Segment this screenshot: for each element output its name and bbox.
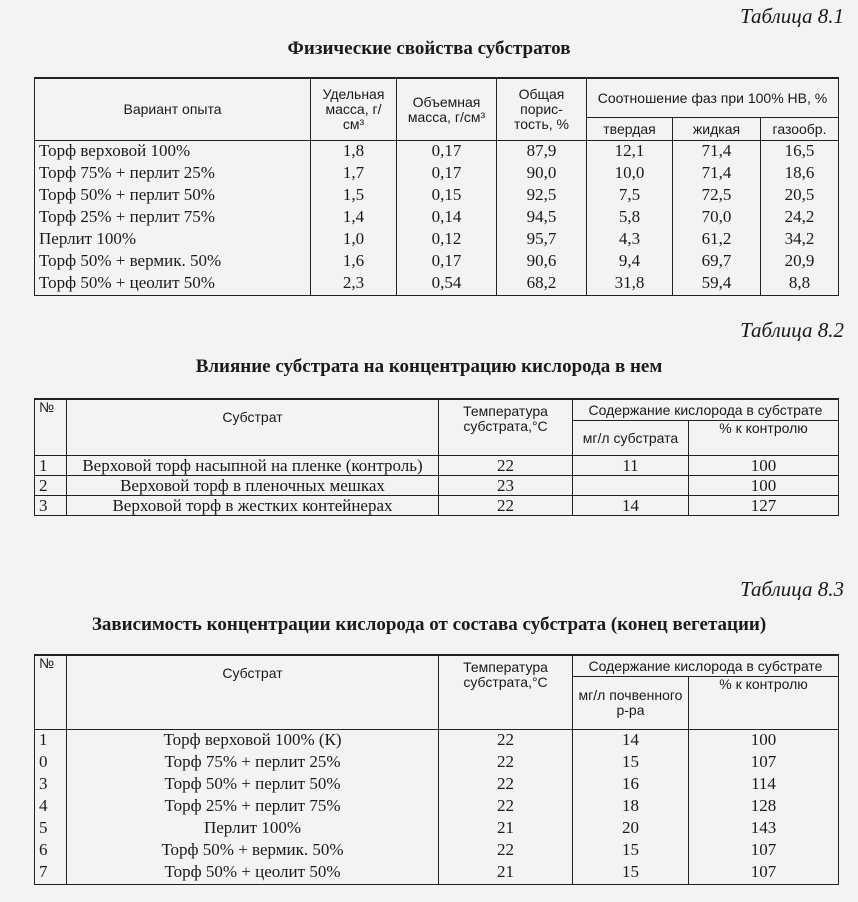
cell-porosity: 94,5 xyxy=(497,207,587,229)
cell-number: 7 xyxy=(35,862,67,885)
header-bulk-mass: Объемная масса, г/см³ xyxy=(397,78,497,141)
cell-number: 4 xyxy=(35,796,67,818)
cell-percent-control: 143 xyxy=(689,818,839,840)
cell-substrate: Торф 50% + перлит 50% xyxy=(67,774,439,796)
cell-liquid: 69,7 xyxy=(673,251,761,273)
cell-temperature: 22 xyxy=(439,730,573,753)
table-row xyxy=(35,456,839,476)
oxygen-concentration-table xyxy=(34,398,839,516)
cell-specific-mass: 1,5 xyxy=(311,185,397,207)
cell-temperature: 22 xyxy=(439,796,573,818)
cell-percent-control: 127 xyxy=(689,496,839,516)
cell-substrate: Верховой торф в пленочных мешках xyxy=(67,476,439,496)
cell-gas: 18,6 xyxy=(761,163,839,185)
cell-specific-mass: 2,3 xyxy=(311,273,397,296)
cell-mg-per-l: 20 xyxy=(573,818,689,840)
table-row xyxy=(35,273,839,296)
cell-gas: 20,5 xyxy=(761,185,839,207)
header-gas: газообр. xyxy=(761,118,839,141)
cell-number: 3 xyxy=(35,774,67,796)
cell-liquid: 70,0 xyxy=(673,207,761,229)
cell-percent-control: 114 xyxy=(689,774,839,796)
cell-porosity: 95,7 xyxy=(497,229,587,251)
header-variant: Вариант опыта xyxy=(35,78,311,141)
cell-bulk-mass: 0,12 xyxy=(397,229,497,251)
header-temperature: Температура субстрата,°С xyxy=(439,399,573,456)
cell-bulk-mass: 0,14 xyxy=(397,207,497,229)
table-row xyxy=(35,862,839,885)
cell-liquid: 71,4 xyxy=(673,163,761,185)
table-row xyxy=(35,752,839,774)
cell-specific-mass: 1,6 xyxy=(311,251,397,273)
cell-number: 0 xyxy=(35,752,67,774)
cell-temperature: 21 xyxy=(439,818,573,840)
cell-bulk-mass: 0,17 xyxy=(397,251,497,273)
cell-porosity: 90,0 xyxy=(497,163,587,185)
cell-mg-per-l: 16 xyxy=(573,774,689,796)
cell-temperature: 22 xyxy=(439,496,573,516)
cell-temperature: 22 xyxy=(439,840,573,862)
cell-temperature: 22 xyxy=(439,456,573,476)
cell-solid: 4,3 xyxy=(587,229,673,251)
cell-temperature: 21 xyxy=(439,862,573,885)
oxygen-by-composition-table xyxy=(34,654,839,885)
cell-number: 6 xyxy=(35,840,67,862)
table-row xyxy=(35,730,839,753)
cell-solid: 10,0 xyxy=(587,163,673,185)
cell-liquid: 61,2 xyxy=(673,229,761,251)
cell-substrate: Торф 75% + перлит 25% xyxy=(67,752,439,774)
cell-temperature: 22 xyxy=(439,774,573,796)
cell-solid: 7,5 xyxy=(587,185,673,207)
physical-properties-table xyxy=(34,77,839,296)
cell-porosity: 68,2 xyxy=(497,273,587,296)
cell-mg-per-l: 11 xyxy=(573,456,689,476)
cell-variant: Торф 50% + перлит 50% xyxy=(35,185,311,207)
table-8-1-title: Физические свойства субстратов xyxy=(287,38,571,59)
header-number: № xyxy=(35,399,67,456)
cell-variant: Перлит 100% xyxy=(35,229,311,251)
header-percent-control: % к контролю xyxy=(689,421,839,456)
cell-gas: 20,9 xyxy=(761,251,839,273)
cell-substrate: Перлит 100% xyxy=(67,818,439,840)
table-8-3-label: Таблица 8.3 xyxy=(740,577,844,601)
cell-mg-per-l: 18 xyxy=(573,796,689,818)
cell-bulk-mass: 0,17 xyxy=(397,163,497,185)
cell-porosity: 90,6 xyxy=(497,251,587,273)
cell-gas: 16,5 xyxy=(761,141,839,164)
cell-variant: Торф 25% + перлит 75% xyxy=(35,207,311,229)
cell-mg-per-l: 14 xyxy=(573,496,689,516)
header-substrate: Субстрат xyxy=(67,399,439,456)
table-row xyxy=(35,476,839,496)
cell-liquid: 59,4 xyxy=(673,273,761,296)
cell-specific-mass: 1,8 xyxy=(311,141,397,164)
cell-mg-per-l: 15 xyxy=(573,840,689,862)
cell-percent-control: 100 xyxy=(689,730,839,753)
header-temperature: Температура субстрата,°С xyxy=(439,655,573,730)
cell-percent-control: 100 xyxy=(689,456,839,476)
cell-bulk-mass: 0,54 xyxy=(397,273,497,296)
table-row xyxy=(35,141,839,164)
cell-specific-mass: 1,0 xyxy=(311,229,397,251)
cell-gas: 24,2 xyxy=(761,207,839,229)
table-row xyxy=(35,207,839,229)
cell-solid: 9,4 xyxy=(587,251,673,273)
header-oxygen-content: Содержание кислорода в субстрате xyxy=(573,655,839,677)
cell-number: 1 xyxy=(35,730,67,753)
cell-porosity: 92,5 xyxy=(497,185,587,207)
table-8-2-label: Таблица 8.2 xyxy=(740,318,844,342)
table-8-2-title: Влияние субстрата на концентрацию кислорода в нем xyxy=(195,356,663,377)
cell-solid: 12,1 xyxy=(587,141,673,164)
table-row xyxy=(35,840,839,862)
table-row xyxy=(35,496,839,516)
table-row xyxy=(35,774,839,796)
cell-specific-mass: 1,7 xyxy=(311,163,397,185)
cell-gas: 8,8 xyxy=(761,273,839,296)
table-row xyxy=(35,251,839,273)
cell-percent-control: 100 xyxy=(689,476,839,496)
cell-liquid: 72,5 xyxy=(673,185,761,207)
cell-mg-per-l: 14 xyxy=(573,730,689,753)
cell-percent-control: 107 xyxy=(689,840,839,862)
cell-variant: Торф верховой 100% xyxy=(35,141,311,164)
cell-number: 2 xyxy=(35,476,67,496)
header-oxygen-content: Содержание кислорода в субстрате xyxy=(573,399,839,421)
cell-bulk-mass: 0,15 xyxy=(397,185,497,207)
cell-temperature: 22 xyxy=(439,752,573,774)
header-substrate: Субстрат xyxy=(67,655,439,730)
table-row xyxy=(35,796,839,818)
table-row xyxy=(35,163,839,185)
cell-variant: Торф 50% + цеолит 50% xyxy=(35,273,311,296)
header-liquid: жидкая xyxy=(673,118,761,141)
table-row xyxy=(35,818,839,840)
cell-number: 3 xyxy=(35,496,67,516)
cell-liquid: 71,4 xyxy=(673,141,761,164)
header-specific-mass: Удельная масса, г/см³ xyxy=(311,78,397,141)
cell-substrate: Верховой торф насыпной на пленке (контроль) xyxy=(67,456,439,476)
cell-solid: 5,8 xyxy=(587,207,673,229)
cell-variant: Торф 75% + перлит 25% xyxy=(35,163,311,185)
cell-number: 5 xyxy=(35,818,67,840)
cell-substrate: Торф 25% + перлит 75% xyxy=(67,796,439,818)
cell-variant: Торф 50% + вермик. 50% xyxy=(35,251,311,273)
cell-percent-control: 128 xyxy=(689,796,839,818)
header-porosity: Общая порис-тость, % xyxy=(497,78,587,141)
cell-gas: 34,2 xyxy=(761,229,839,251)
cell-solid: 31,8 xyxy=(587,273,673,296)
cell-mg-per-l xyxy=(573,476,689,496)
cell-substrate: Торф 50% + цеолит 50% xyxy=(67,862,439,885)
cell-porosity: 87,9 xyxy=(497,141,587,164)
cell-substrate: Торф верховой 100% (К) xyxy=(67,730,439,753)
cell-temperature: 23 xyxy=(439,476,573,496)
cell-specific-mass: 1,4 xyxy=(311,207,397,229)
header-phase-ratio: Соотношение фаз при 100% НВ, % xyxy=(587,78,839,118)
cell-percent-control: 107 xyxy=(689,752,839,774)
table-8-3-title: Зависимость концентрации кислорода от состава субстрата (конец вегетации) xyxy=(91,614,767,635)
table-8-1-label: Таблица 8.1 xyxy=(740,4,844,28)
cell-percent-control: 107 xyxy=(689,862,839,885)
cell-bulk-mass: 0,17 xyxy=(397,141,497,164)
header-number: № xyxy=(35,655,67,730)
header-solid: твердая xyxy=(587,118,673,141)
cell-mg-per-l: 15 xyxy=(573,752,689,774)
table-row xyxy=(35,229,839,251)
cell-substrate: Верховой торф в жестких контейнерах xyxy=(67,496,439,516)
header-percent-control: % к контролю xyxy=(689,677,839,730)
table-row xyxy=(35,185,839,207)
header-mg-per-l-solution: мг/л почвенного р-ра xyxy=(573,677,689,730)
cell-substrate: Торф 50% + вермик. 50% xyxy=(67,840,439,862)
cell-number: 1 xyxy=(35,456,67,476)
cell-mg-per-l: 15 xyxy=(573,862,689,885)
header-mg-per-l: мг/л субстрата xyxy=(573,421,689,456)
